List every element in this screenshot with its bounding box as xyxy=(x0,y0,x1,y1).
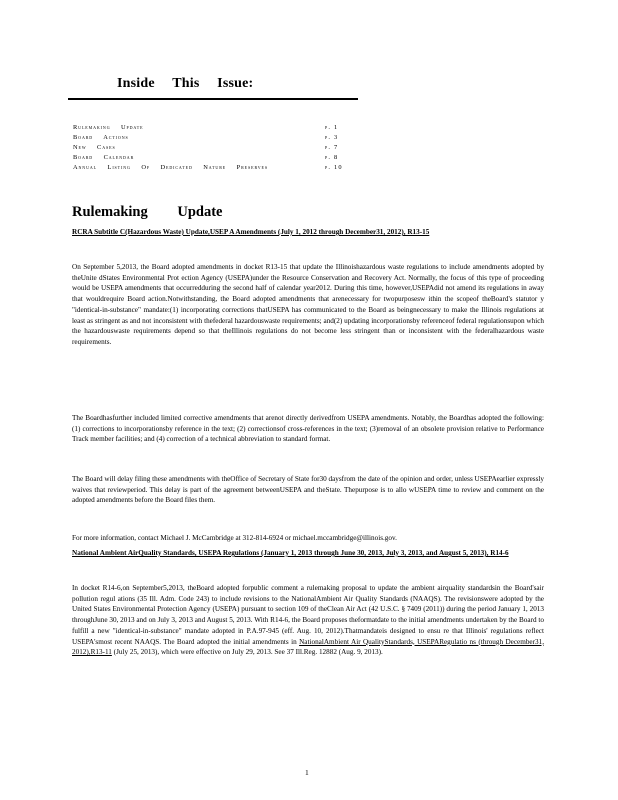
rcra-paragraph-2: The Boardhasfurther included limited corrective amendments that arenot directly derivedfrom USEPA amendments. Notably, the Boardhas adopted the following: (1) corrections to incorporationsby reference in the text; (2) correctionsof cross-references in the text; (3)removal of an obsolete provision relative to Performance Track member facilities; and (4) correction of a technical abbreviation to standard format. xyxy=(72,414,544,444)
toc-item-page: p. 10 xyxy=(325,164,343,171)
rcra-paragraph-3: The Board will delay filing these amendments with theOffice of Secretary of State for30 daysfrom the date of the opinion and order, unless USEPAearlier expressly waives that reviewperiod. This delay is part of the agreement betweenUSEPA and theState. Thepurpose is to allo wUSEPA time to review and comment on the adopted amendments before the Board files them. xyxy=(72,475,544,505)
toc-item-label: Rulemaking Update xyxy=(73,124,144,131)
toc-item-page: p. 8 xyxy=(325,154,339,161)
toc-item[interactable] xyxy=(73,143,348,153)
naaqs-text-start: In docket R14-6,on September5,2013, theBoard adopted forpublic comment a rulemaking proposal to update the ambient airquality standardsin the Board'sair pollution regul ations (35 Ill. Adm. Code 243) to include revisions to the NationalAmbient Air Quality Standards (NAAQS). The revisionswere adopted by the United States Environmental Protection Agency (USEPA) pursuant to section 109 of theClean Air Act (42 U.S.C. § 7409 (2011)) during the period January 1, 2013 throughJune 30, 2013 and on July 3, 2013 and August 5, 2013. With R14-6, the Board proposes theformatdate to the initial amendments undertaken by the Board to fulfill a new "identical-in-substance" mandate adopted in P.A.97-945 (eff. Aug. 10, 2012).Thatmandateis designed to ensu re that Illinois' regulations reflect USEPA'smost recent NAAQS. The Board adopted the initial amendments in xyxy=(72,584,544,646)
toc-item-label: Board Calendar xyxy=(73,154,135,161)
toc-item-page: p. 7 xyxy=(325,144,339,151)
toc-item[interactable] xyxy=(73,133,348,143)
toc-item-page: p. 1 xyxy=(325,124,339,131)
toc-item-label: Annual Listing Of Dedicated Nature Preserves xyxy=(73,164,268,171)
naaqs-paragraph xyxy=(72,583,544,658)
table-of-contents xyxy=(73,123,348,173)
toc-item[interactable] xyxy=(73,163,348,173)
rcra-subheading: RCRA Subtitle C(Hazardous Waste) Update,USEP A Amendments (July 1, 2012 through December31, 2012), R13-15 xyxy=(72,228,430,236)
toc-item-label: New Cases xyxy=(73,144,116,151)
toc-item-page: p. 3 xyxy=(325,134,339,141)
inside-this-issue-heading: Inside This Issue: xyxy=(117,76,254,91)
naaqs-subheading: National Ambient AirQuality Standards, USEPA Regulations (January 1, 2013 through June 30, 2013, July 3, 2013, and August 5, 2013), R14-6 xyxy=(72,549,509,557)
heading-divider xyxy=(68,98,358,100)
toc-item[interactable] xyxy=(73,123,348,133)
rcra-paragraph-1: On September 5,2013, the Board adopted amendments in docket R13-15 that update the Illinoishazardous waste regulations to include amendments adopted by theUnite dStates Environmental Prot ection Agency (USEPA)under the Resource Conservation and Recovery Act. Normally, the focus of this type of proceeding would be USEPA amendments that occurredduring the second half of calendar year2012. During this time, however,USEPAdid not amend its regulations in away that wouldrequire Board action.Notwithstanding, the Board adopted amendments that arenecessary for twopurposesw ithin the scopeof theBoard's statutor y "identical-in-substance" mandate:(1) incorporating corrections thatUSEPA has communicated to the Board as beingnecessary to make the Illinois regulations at least as stringent as and not inconsistent with thefederal hazardouswaste requirements; and(2) updating incorporationsby referenceof federal regulationsupon which the hazardouswaste requirements depend so that theIllinois regulations do not become less stringent than or inconsistent with the federalhazardous waste requirements. xyxy=(72,263,544,346)
toc-item-label: Board Actions xyxy=(73,134,129,141)
naaqs-text-end: (July 25, 2013), which were effective on July 29, 2013. See 37 Ill.Reg. 12882 (Aug. 9, 2013). xyxy=(111,648,383,657)
rcra-contact-paragraph: For more information, contact Michael J. McCambridge at 312-814-6924 or michael.mccambridge@illinois.gov. xyxy=(72,534,397,542)
toc-item[interactable] xyxy=(73,153,348,163)
section-title: Rulemaking Update xyxy=(72,204,223,220)
page-number: 1 xyxy=(305,768,309,777)
naaqs-docket-link[interactable]: NationalAmbient Air QualityStandards, USEPARegulatio ns (through December31, 2012),R13-11 xyxy=(72,637,544,657)
